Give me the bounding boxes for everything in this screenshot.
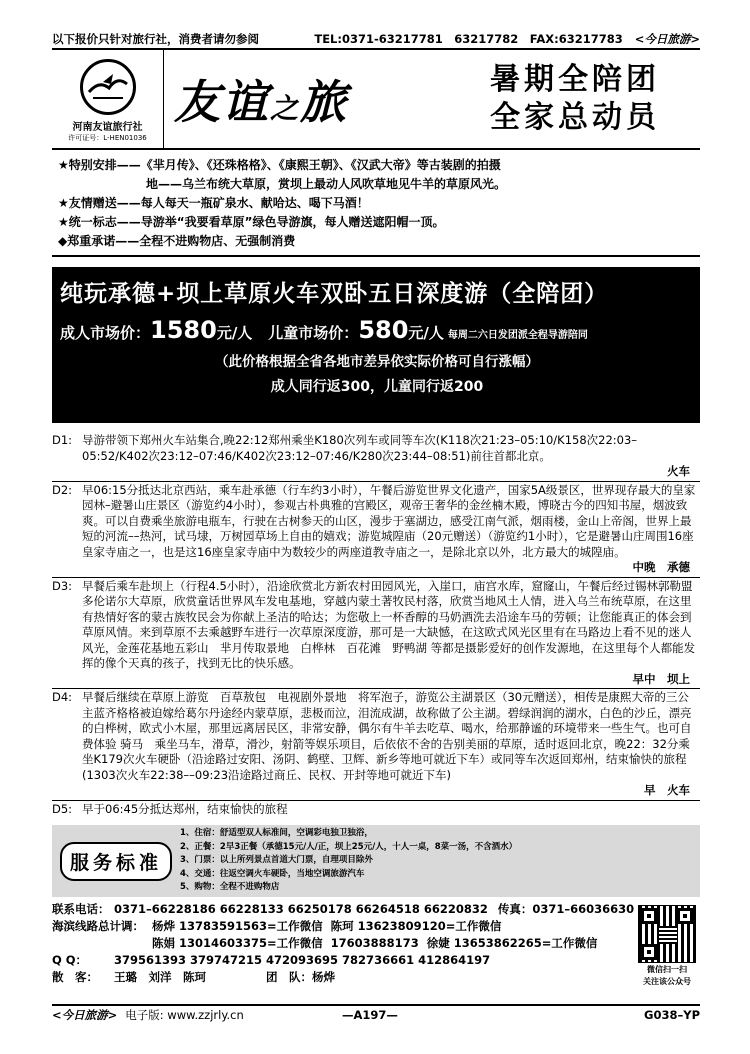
adult-price: 1580 bbox=[150, 316, 217, 344]
brand-title-b: 之 bbox=[270, 92, 301, 125]
individual-label: 散 客： bbox=[52, 970, 98, 984]
footer bbox=[52, 1004, 700, 1024]
service-standards bbox=[52, 825, 700, 897]
issue-code: G038–YP bbox=[644, 1008, 700, 1022]
itinerary-day bbox=[52, 690, 700, 783]
day-meal: 早 火车 bbox=[644, 783, 690, 797]
service-label: 服务标准 bbox=[60, 842, 172, 881]
qr-caption: 关注该公众号 bbox=[643, 977, 691, 986]
qr-code-icon bbox=[638, 905, 696, 963]
qq-numbers: 379561393 379747215 472093695 782736661 412864197 bbox=[114, 953, 491, 967]
price-note: （此价格根据全省各地市差异依实际价格可自行涨幅） bbox=[215, 354, 539, 370]
child-price: 580 bbox=[358, 316, 409, 344]
tour-banner bbox=[52, 267, 700, 423]
feature-item: ◆郑重承诺——全程不进购物店、无强制消费 bbox=[58, 234, 296, 248]
itinerary-day bbox=[52, 802, 700, 818]
footer-website: 电子版: www.zzjrly.cn bbox=[125, 1008, 244, 1022]
tour-title: 纯玩承德+坝上草原火车双卧五日深度游（全陪团） bbox=[60, 281, 609, 307]
publication-brand: <今日旅游> bbox=[634, 32, 700, 46]
adult-price-unit: 元/人 bbox=[216, 324, 253, 342]
adult-price-label: 成人市场价： bbox=[60, 324, 151, 342]
day-text: 早06:15分抵达北京西站，乘车赴承德（行车约3小时），午餐后游览世界文化遗产，国家5A级景区，世界现存最大的皇家园林–避暑山庄景区（游览约4小时），参观古朴典雅的宫殿区，观帝王奢华的金丝楠木殿，博晓古今的四知书屋，烟波致爽。可以自费乘坐旅游电瓶车，行驶在古树参天的山区，漫步于塞湖边，感受江南气派，烟雨楼，金山上帝阁，世界上最短的河流––热河，试马埭，万树园草场上自由的嬉戏；游览城隍庙（20元赠送）（游览约1小时），它是避暑山庄周围16座皇家寺庙之一，也是这16座皇家寺庙中为数较少的两座道教寺庙之一，是除北京以外，北方最大的城隍庙。 bbox=[82, 482, 696, 559]
child-price-unit: 元/人 bbox=[408, 324, 444, 342]
manager-label: 海滨线路总计调： bbox=[52, 919, 144, 933]
price-row bbox=[60, 316, 694, 344]
qq-row bbox=[52, 952, 700, 969]
child-price-label: 儿童市场价： bbox=[268, 324, 359, 342]
day-label: D1: bbox=[52, 433, 73, 447]
manager-row bbox=[52, 935, 700, 952]
phone-label: 联系电话： bbox=[52, 902, 110, 916]
rebate-note: 成人同行返300，儿童同行返200 bbox=[270, 379, 484, 395]
qr-caption: 微信扫一扫 bbox=[647, 965, 687, 974]
group-label: 团 队： bbox=[266, 970, 312, 984]
header bbox=[52, 50, 700, 150]
contact-tel-fax: TEL:0371-63217781 63217782 FAX:63217783 bbox=[314, 32, 623, 46]
agency-notice: 以下报价只针对旅行社，消费者请勿参阅 bbox=[52, 32, 259, 46]
slogan bbox=[450, 50, 700, 148]
itinerary-day bbox=[52, 579, 700, 672]
agency-logo-block bbox=[52, 50, 164, 148]
service-item: 2、正餐：2早3正餐（承德15元/人/正，坝上25元/人，十人一桌，8菜一汤，不含酒水） bbox=[180, 841, 518, 852]
day-label: D3: bbox=[52, 578, 73, 593]
brand-title-a: 友谊 bbox=[174, 75, 270, 129]
day-label: D4: bbox=[52, 690, 73, 704]
day-text: 导游带领下郑州火车站集合,晚22:12郑州乘坐K180次列车或同等车次(K118次21:23–05:10/K158次22:03–05:52/K402次23:12–07:46/K402次23:12–07:46/K280次23:44–08:51)前往首都北京。 bbox=[82, 433, 638, 463]
day-meal: 火车 bbox=[667, 464, 690, 478]
manager-row bbox=[52, 918, 700, 935]
day-meal: 中晚 承德 bbox=[632, 560, 690, 574]
agency-logo-icon bbox=[80, 59, 136, 115]
slogan-line-1: 暑期全陪团 bbox=[490, 62, 660, 97]
phone-numbers: 0371–66228186 66228133 66250178 66264518 66220832 bbox=[114, 902, 488, 916]
feature-item: ★统一标志——导游举“我要看草原”绿色导游旗，每人赠送遮阳帽一顶。 bbox=[58, 215, 445, 229]
page-number: —A197— bbox=[342, 1008, 398, 1022]
feature-list bbox=[52, 150, 700, 257]
fax-label: 传真： bbox=[497, 902, 533, 916]
agency-name: 河南友谊旅行社 bbox=[72, 122, 143, 133]
day-text: 早于06:45分抵达郑州，结束愉快的旅程 bbox=[82, 801, 288, 816]
day-label: D2: bbox=[52, 482, 73, 497]
service-item: 4、交通：往返空调火车硬卧，当地空调旅游汽车 bbox=[180, 868, 365, 879]
feature-item: ★友情赠送——每人每天一瓶矿泉水、献哈达、喝下马酒！ bbox=[58, 196, 369, 210]
fax-number: 0371–66036630 bbox=[532, 902, 635, 916]
phone-row bbox=[52, 901, 700, 918]
individual-contacts: 王璐 刘洋 陈珂 bbox=[114, 970, 206, 984]
feature-item: ★特别安排——《芈月传》、《还珠格格》、《康熙王朝》、《汉武大帝》等古装剧的拍摄 bbox=[58, 158, 501, 172]
group-contact: 杨烨 bbox=[312, 970, 335, 984]
footer-brand: <今日旅游> bbox=[52, 1008, 118, 1022]
day-text: 早餐后乘车赴坝上（行程4.5小时），沿途欣赏北方新农村田园风光，入崖口，庙宫水库，窟窿山，午餐后经过锡林郭勒盟多伦诺尔大草原，欣赏童话世界风车发电基地，穿越内蒙土著牧民村落，欣赏当地风土人情，进入乌兰布统草原，在这里有热情好客的蒙古族牧民会为你献上圣洁的哈达；为您敬上一杯香醇的马奶酒洗去沿途车马的劳顿；让您能真正的体会到草原风情。来到草原不去乘越野车进行一次草原深度游，那可是一大缺憾，在这欧式风光区里有在马路边上看不见的迷人风光，金莲花基地五彩山 芈月传取景地 白桦林 百花滩 野鸭湖 等都是摄影爱好的创作发源地，在这里每个人都能发挥的像个天真的孩子，找到无比的快乐感。 bbox=[82, 578, 696, 670]
agency-license: 许可证号：L-HEN01036 bbox=[68, 134, 147, 142]
manager-contact: 陈娟 13014603375=工作微信 bbox=[152, 936, 323, 950]
itinerary bbox=[52, 433, 700, 817]
itinerary-day bbox=[52, 433, 700, 464]
wechat-qr bbox=[634, 905, 700, 987]
day-meal: 早中 坝上 bbox=[632, 671, 690, 686]
brand-title bbox=[164, 50, 450, 148]
day-label: D5: bbox=[52, 801, 73, 816]
flyer-page bbox=[52, 30, 700, 1024]
manager-contact: 17603888173 bbox=[330, 936, 419, 950]
manager-contact: 杨烨 13783591563=工作微信 bbox=[152, 919, 323, 933]
service-item: 5、购物：全程不进购物店 bbox=[180, 882, 280, 893]
service-item: 3、门票：以上所列景点首道大门票，自理项目除外 bbox=[180, 855, 373, 866]
contact-block bbox=[52, 901, 700, 986]
service-list bbox=[180, 827, 517, 895]
day-text: 早餐后继续在草原上游览 百草敖包 电视剧外景地 将军泡子，游览公主湖景区（30元赠送），相传是康熙大帝的三公主蓝齐格格被迫嫁给葛尔丹途经内蒙草原，悲极而泣，泪流成湖，故称做了公主湖。碧绿润润的湖水，白色的沙丘，漂亮的白桦树，欧式小木屋，那里远离居民区，非常安静，偶尔有牛羊去吃草、喝水，给那静谧的环境带来一些生气。也可自费体验 骑马 乘坐马车，滑草，滑沙，射箭等娱乐项目，后依依不舍的告别美丽的草原，适时返回北京，晚22：32分乘坐K179次火车硬卧（沿途路过安阳、汤阴、鹤壁、卫辉、新乡等地可就近下车）或同等车次返回郑州，结束愉快的旅程(1303次火车22:38––09:23沿途路过商丘、民权、开封等地可就近下车) bbox=[82, 690, 692, 782]
manager-contact: 徐婕 13653862265=工作微信 bbox=[426, 936, 598, 950]
slogan-line-2: 全家总动员 bbox=[490, 100, 660, 135]
qq-label: Q Q： bbox=[52, 953, 88, 967]
top-notice-bar bbox=[52, 30, 700, 50]
manager-contact: 陈珂 13623809120=工作微信 bbox=[330, 919, 502, 933]
itinerary-day bbox=[52, 483, 700, 561]
departure-note: 每周二六日发团派全程导游陪同 bbox=[447, 330, 588, 341]
team-row bbox=[52, 969, 700, 986]
feature-item: 地——乌兰布统大草原，赏坝上最动人风吹草地见牛羊的草原风光。 bbox=[146, 177, 507, 191]
service-item: 1、住宿：舒适型双人标准间，空调彩电独卫独浴， bbox=[180, 828, 373, 839]
brand-title-c: 旅 bbox=[300, 75, 349, 129]
